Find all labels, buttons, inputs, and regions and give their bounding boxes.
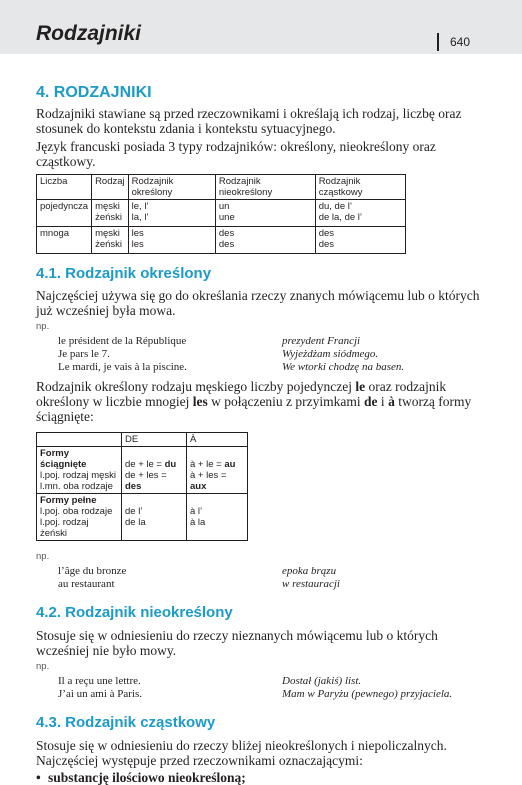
table-cell: à l’ à la bbox=[187, 494, 248, 541]
articles-table bbox=[36, 174, 406, 254]
example-pl: Dostał (jakiś) list. bbox=[282, 675, 362, 687]
table-row bbox=[37, 200, 406, 227]
table-header-row bbox=[37, 175, 406, 200]
example-row bbox=[36, 348, 496, 361]
types-line-2: cząstkowy. bbox=[36, 154, 96, 169]
table-header: Rodzajnik cząstkowy bbox=[315, 175, 405, 200]
section-heading: 4. RODZAJNIKI bbox=[36, 84, 152, 101]
example-pl: epoka brązu bbox=[282, 565, 337, 577]
example-fr: l’âge du bronze bbox=[58, 565, 127, 577]
table-cell: à + le = au à + les = aux bbox=[187, 447, 248, 494]
table-header: Rodzajnik określony bbox=[128, 175, 215, 200]
subsection-heading-4-2: 4.2. Rodzajnik nieokreślony bbox=[36, 604, 233, 621]
table-cell: męski żeński bbox=[92, 200, 129, 227]
intro-line-1: Rodzajniki stawiane są przed rzeczownikami i określają ich rodzaj, liczbę oraz bbox=[36, 106, 462, 121]
table-cell: pojedyncza bbox=[37, 200, 92, 227]
example-fr: Le mardi, je vais à la piscine. bbox=[58, 361, 187, 373]
definite-paragraph bbox=[36, 288, 496, 318]
example-fr: au restaurant bbox=[58, 578, 115, 590]
example-pl: We wtorki chodzę na basen. bbox=[282, 361, 405, 373]
page-number: 640 bbox=[450, 35, 471, 49]
intro-paragraph bbox=[36, 106, 496, 136]
table-row bbox=[37, 227, 406, 254]
example-pl: prezydent Francji bbox=[282, 335, 361, 347]
header-separator bbox=[437, 33, 439, 51]
subsection-heading-4-3: 4.3. Rodzajnik cząstkowy bbox=[36, 714, 216, 731]
table-cell: un une bbox=[215, 200, 315, 227]
example-row bbox=[36, 565, 496, 578]
example-pl: w restauracji bbox=[282, 578, 340, 590]
definite-line-2: już wcześniej była mowa. bbox=[36, 303, 176, 318]
table-cell: le, l’ la, l’ bbox=[128, 200, 215, 227]
table-cell: Formy pełne l.poj. oba rodzaje l.poj. rodzaj żeński bbox=[37, 494, 122, 541]
table-cell: mnoga bbox=[37, 227, 92, 254]
table-row bbox=[37, 494, 248, 541]
table-header: Rodzajnik nieokreślony bbox=[215, 175, 315, 200]
table-cell: du, de l’ de la, de l’ bbox=[315, 200, 405, 227]
example-fr: J’ai un ami à Paris. bbox=[58, 688, 143, 700]
contracted-paragraph: Rodzajnik określony rodzaju męskiego liczby pojedynczej le oraz rodzajnik określony w liczbie mnogiej les w połączeniu z przyimkami de i à tworzą formy ściągnięte: bbox=[36, 379, 472, 424]
table-cell: męski żeński bbox=[92, 227, 129, 254]
table-header-row bbox=[37, 433, 248, 447]
types-line-1: Język francuski posiada 3 typy rodzajników: określony, nieokreślony oraz bbox=[36, 139, 436, 154]
table-header: Liczba bbox=[37, 175, 92, 200]
definite-line-1: Najczęściej używa się go do określania rzeczy znanych mówiącemu lub o których bbox=[36, 288, 480, 303]
table-header: DE bbox=[122, 433, 187, 447]
page-header bbox=[0, 0, 522, 54]
np-label: np. bbox=[36, 321, 50, 332]
list-item: • substancję ilościowo nieokreśloną; bbox=[36, 770, 496, 785]
example-fr: Je pars le 7. bbox=[58, 348, 110, 360]
table-row bbox=[37, 447, 248, 494]
table-cell: de + le = du de + les = des bbox=[122, 447, 187, 494]
example-fr: Il a reçu une lettre. bbox=[58, 675, 141, 687]
indefinite-paragraph: Stosuje się w odniesieniu do rzeczy nieznanych mówiącemu lub o których wcześniej nie było mowy. bbox=[36, 628, 438, 658]
types-paragraph bbox=[36, 139, 496, 169]
subsection-heading-4-1: 4.1. Rodzajnik określony bbox=[36, 265, 212, 282]
table-cell bbox=[37, 433, 122, 447]
example-row bbox=[36, 675, 496, 688]
example-row bbox=[36, 578, 496, 591]
example-row bbox=[36, 688, 496, 701]
contracted-forms-table bbox=[36, 432, 248, 541]
example-pl: Wyjeżdżam siódmego. bbox=[282, 348, 379, 360]
table-cell: les les bbox=[128, 227, 215, 254]
example-pl: Mam w Paryżu (pewnego) przyjaciela. bbox=[282, 688, 453, 700]
table-header: À bbox=[187, 433, 248, 447]
examples-indefinite bbox=[36, 675, 496, 701]
example-row bbox=[36, 361, 496, 374]
table-cell: de l’ de la bbox=[122, 494, 187, 541]
table-header: Rodzaj bbox=[92, 175, 129, 200]
page-content bbox=[36, 80, 496, 785]
example-row bbox=[36, 335, 496, 348]
intro-line-2: stosunek do kontekstu zdania i kontekstu sytuacyjnego. bbox=[36, 121, 336, 136]
table-cell: des des bbox=[215, 227, 315, 254]
partitive-paragraph: Stosuje się w odniesieniu do rzeczy bliżej nieokreślonych i niepoliczalnych. Najczęściej występuje przed rzeczownikami oznaczającymi: bbox=[36, 738, 447, 768]
examples-contracted bbox=[36, 565, 496, 591]
example-fr: le président de la République bbox=[58, 335, 187, 347]
table-cell: Formy ściągnięte l.poj. rodzaj męski l.mn. oba rodzaje bbox=[37, 447, 122, 494]
table-cell: des des bbox=[315, 227, 405, 254]
examples-definite bbox=[36, 335, 496, 374]
np-label: np. bbox=[36, 661, 50, 672]
np-label: np. bbox=[36, 551, 50, 562]
partitive-list bbox=[36, 770, 496, 785]
header-title: Rodzajniki bbox=[36, 22, 142, 45]
